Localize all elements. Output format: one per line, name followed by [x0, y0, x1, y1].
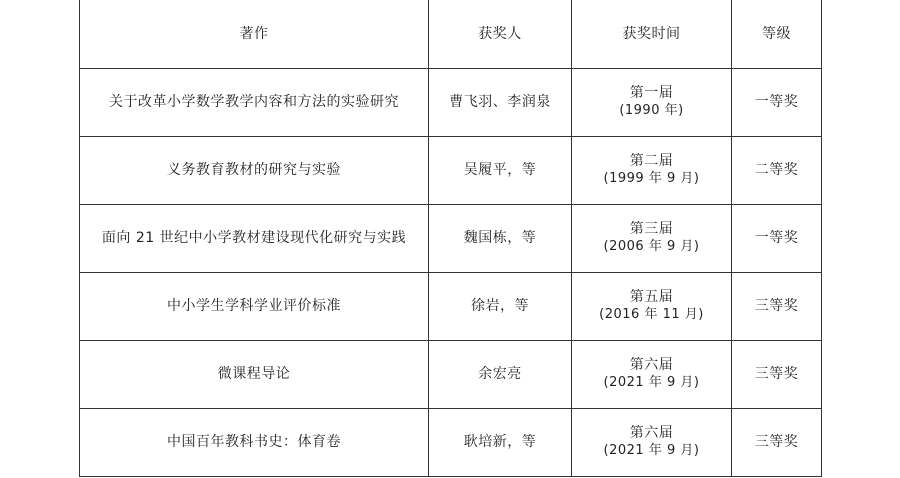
session-label: 第一届 — [629, 85, 674, 101]
awards-table — [79, 0, 822, 477]
header-work: 著作 — [80, 0, 429, 68]
level-cell: 二等奖 — [732, 136, 822, 204]
header-time: 获奖时间 — [572, 0, 732, 68]
time-cell — [572, 272, 732, 340]
winner-cell: 吴履平，等 — [429, 136, 572, 204]
table-row — [80, 408, 822, 476]
time-cell — [572, 340, 732, 408]
table-row — [80, 340, 822, 408]
time-cell — [572, 136, 732, 204]
table-header-row — [80, 0, 822, 68]
session-label: 第六届 — [629, 425, 674, 441]
header-winner: 获奖人 — [429, 0, 572, 68]
session-label: 第二届 — [629, 153, 674, 169]
work-cell: 关于改革小学数学教学内容和方法的实验研究 — [80, 68, 429, 136]
table-row — [80, 272, 822, 340]
work-cell: 中国百年教科书史：体育卷 — [80, 408, 429, 476]
level-cell: 三等奖 — [732, 272, 822, 340]
table-row — [80, 136, 822, 204]
header-level: 等级 — [732, 0, 822, 68]
date-label: (2021 年 9 月) — [603, 443, 700, 458]
level-cell: 一等奖 — [732, 68, 822, 136]
date-label: (1999 年 9 月) — [603, 171, 700, 186]
session-label: 第五届 — [629, 289, 674, 305]
date-label: (2006 年 9 月) — [603, 239, 700, 254]
time-cell — [572, 204, 732, 272]
table-row — [80, 204, 822, 272]
time-cell — [572, 68, 732, 136]
level-cell: 一等奖 — [732, 204, 822, 272]
session-label: 第三届 — [629, 221, 674, 237]
table-row — [80, 68, 822, 136]
work-cell: 微课程导论 — [80, 340, 429, 408]
date-label: (1990 年) — [619, 103, 684, 118]
work-cell: 义务教育教材的研究与实验 — [80, 136, 429, 204]
time-cell — [572, 408, 732, 476]
work-cell: 中小学生学科学业评价标准 — [80, 272, 429, 340]
winner-cell: 曹飞羽、李润泉 — [429, 68, 572, 136]
winner-cell: 徐岩，等 — [429, 272, 572, 340]
date-label: (2021 年 9 月) — [603, 375, 700, 390]
winner-cell: 余宏亮 — [429, 340, 572, 408]
session-label: 第六届 — [629, 357, 674, 373]
winner-cell: 魏国栋，等 — [429, 204, 572, 272]
work-cell: 面向 21 世纪中小学教材建设现代化研究与实践 — [80, 204, 429, 272]
level-cell: 三等奖 — [732, 408, 822, 476]
level-cell: 三等奖 — [732, 340, 822, 408]
winner-cell: 耿培新，等 — [429, 408, 572, 476]
date-label: (2016 年 11 月) — [599, 307, 704, 322]
